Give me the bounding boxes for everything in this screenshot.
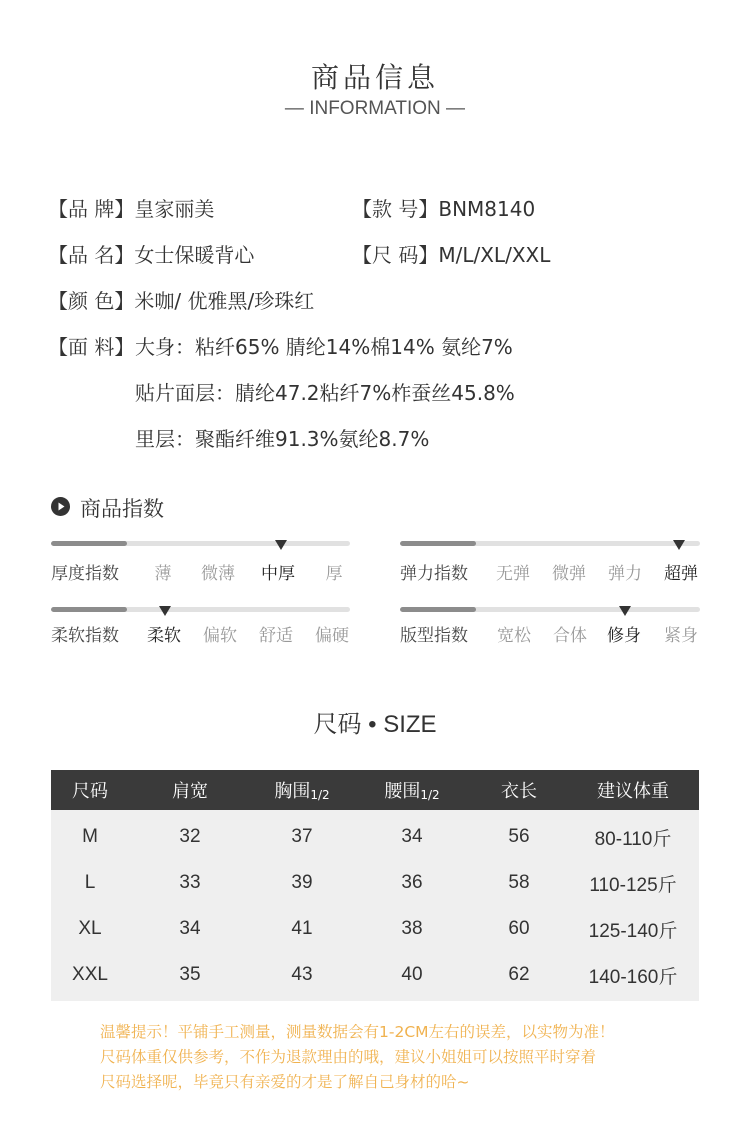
table-cell: L xyxy=(84,872,96,893)
index-label-softness: 柔软指数 xyxy=(51,626,119,646)
table-cell: XXL xyxy=(72,964,108,985)
table-row xyxy=(51,906,699,952)
index-bar-fill xyxy=(51,607,127,612)
table-cell: 38 xyxy=(401,918,423,939)
index-option: 柔软 xyxy=(147,626,181,646)
info-fabric-patch: 贴片面层：腈纶47.2粘纤7%柞蚕丝45.8% xyxy=(135,381,515,405)
table-cell: 34 xyxy=(401,826,423,847)
index-option: 微薄 xyxy=(201,564,235,584)
table-cell: 32 xyxy=(179,826,201,847)
table-cell: 35 xyxy=(179,964,201,985)
header-shoulder: 肩宽 xyxy=(172,781,208,802)
table-cell: 140-160斤 xyxy=(588,966,678,988)
half-mark: 1/2 xyxy=(420,788,440,802)
index-label-elasticity: 弹力指数 xyxy=(400,564,468,584)
index-option: 偏硬 xyxy=(315,626,349,646)
index-option: 宽松 xyxy=(497,626,531,646)
header-size: 尺码 xyxy=(72,781,108,802)
index-option: 薄 xyxy=(154,564,172,584)
header-waist xyxy=(353,777,471,803)
size-section-title: 尺码 • SIZE xyxy=(313,711,437,738)
table-cell: 43 xyxy=(291,964,313,985)
header-weight: 建议体重 xyxy=(597,781,669,802)
table-row xyxy=(51,952,699,998)
index-option: 超弹 xyxy=(664,564,698,584)
index-bar-fill xyxy=(51,541,127,546)
index-section-title: 商品指数 xyxy=(80,497,164,521)
note-line: 温馨提示！平铺手工测量，测量数据会有1-2CM左右的误差，以实物为准！ xyxy=(100,1023,615,1041)
index-option: 弹力 xyxy=(608,564,642,584)
index-option: 中厚 xyxy=(261,564,295,584)
header-chest-label: 胸围 xyxy=(274,781,311,802)
table-cell: 60 xyxy=(508,918,530,939)
index-bar-fill xyxy=(400,541,476,546)
index-option: 修身 xyxy=(607,626,641,646)
index-marker xyxy=(619,606,631,616)
info-fabric-lining: 里层：聚酯纤维91.3%氨纶8.7% xyxy=(135,427,430,451)
index-label-thickness: 厚度指数 xyxy=(51,564,119,584)
index-bar-softness xyxy=(51,607,350,612)
table-cell: 39 xyxy=(291,872,313,893)
size-table-body xyxy=(51,810,699,1001)
note-line: 尺码选择呢，毕竟只有亲爱的才是了解自己身材的哈~ xyxy=(100,1073,470,1091)
size-note xyxy=(100,1020,700,1095)
table-cell: 34 xyxy=(179,918,201,939)
header-waist-label: 腰围 xyxy=(384,781,421,802)
info-colors: 【颜 色】米咖/ 优雅黑/珍珠红 xyxy=(48,289,315,313)
index-bar-fill xyxy=(400,607,476,612)
table-cell: 125-140斤 xyxy=(588,920,678,942)
index-bar-thickness xyxy=(51,541,350,546)
info-fabric-label: 【面 料】 xyxy=(48,335,135,359)
index-option: 紧身 xyxy=(664,626,698,646)
table-cell: 37 xyxy=(291,826,313,847)
info-name: 【品 名】女士保暖背心 xyxy=(48,243,255,267)
table-cell: 110-125斤 xyxy=(589,874,677,896)
info-fabric-main: 大身：粘纤65% 腈纶14%棉14% 氨纶7% xyxy=(135,335,513,359)
index-marker xyxy=(275,540,287,550)
table-cell: 41 xyxy=(291,918,313,939)
index-option: 无弹 xyxy=(496,564,530,584)
info-sizes: 【尺 码】M/L/XL/XXL xyxy=(352,243,551,267)
play-circle-icon xyxy=(51,497,70,516)
index-marker xyxy=(673,540,685,550)
table-cell: M xyxy=(82,826,98,847)
page-subtitle: — INFORMATION — xyxy=(284,98,466,119)
info-brand: 【品 牌】皇家丽美 xyxy=(48,197,215,221)
table-row xyxy=(51,860,699,906)
table-row xyxy=(51,814,699,860)
size-table-header xyxy=(51,770,699,810)
table-cell: 58 xyxy=(508,872,530,893)
index-option: 合体 xyxy=(553,626,587,646)
note-line: 尺码体重仅供参考，不作为退款理由的哦，建议小姐姐可以按照平时穿着 xyxy=(100,1048,597,1066)
table-cell: XL xyxy=(78,918,102,939)
index-option: 偏软 xyxy=(203,626,237,646)
header-length: 衣长 xyxy=(501,781,537,802)
table-cell: 80-110斤 xyxy=(594,828,672,850)
index-option: 厚 xyxy=(325,564,343,584)
page-title: 商品信息 xyxy=(310,61,439,94)
half-mark: 1/2 xyxy=(310,788,330,802)
index-bar-elasticity xyxy=(400,541,700,546)
index-marker xyxy=(159,606,171,616)
index-option: 舒适 xyxy=(259,626,293,646)
info-style-no: 【款 号】BNM8140 xyxy=(352,197,536,221)
table-cell: 33 xyxy=(179,872,201,893)
index-bar-fit xyxy=(400,607,700,612)
size-table xyxy=(51,770,699,1001)
table-cell: 36 xyxy=(401,872,423,893)
table-cell: 40 xyxy=(401,964,423,985)
table-cell: 56 xyxy=(508,826,530,847)
index-option: 微弹 xyxy=(552,564,586,584)
header-chest xyxy=(251,777,353,803)
index-label-fit: 版型指数 xyxy=(400,626,468,646)
table-cell: 62 xyxy=(508,964,530,985)
